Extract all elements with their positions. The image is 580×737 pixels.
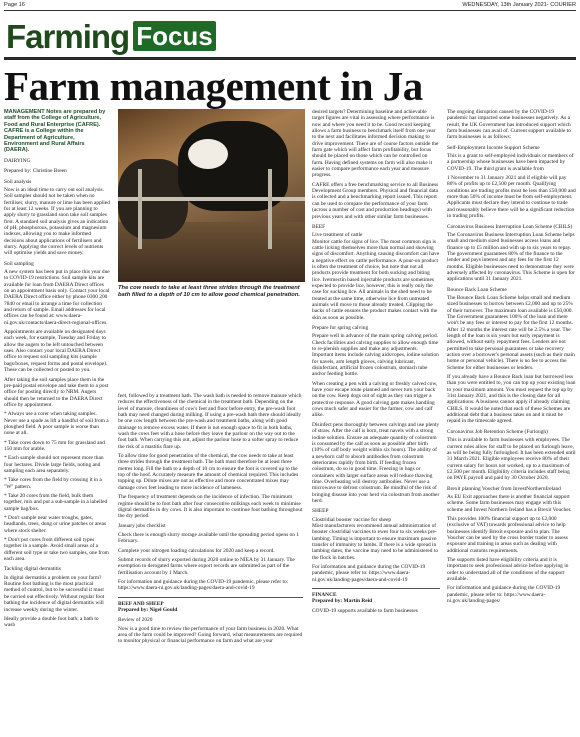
paragraph: The frequency of treatment depends on the incidence of infection. The minimum regime should be to foot bath after four consecutive milkings each week to minimise digital dermatitis in dry cows. It is also important to continue foot bathing throughout the dry period. xyxy=(118,494,303,520)
bullet-paragraph: * Take cores from the field by crossing it in a "W" pattern. xyxy=(4,477,102,490)
header-rule xyxy=(4,10,576,11)
cbils-heading: Coronavirus Business Interruption Loan Scheme (CBILS) xyxy=(447,223,573,230)
bullet-paragraph: * Take cores down to 75 mm for grassland and 150 mm for arable. xyxy=(4,439,105,452)
paragraph: For information and guidance during the COVID-19 pandemic, please refer to: https://www.daera-ni.gov.uk/landing-pages/daera-and-covid-19 xyxy=(312,564,426,583)
photo-caption: The cow needs to take at least three strides through the treatment bath filled to a depth of 10 cm to allow good chemical penetration. xyxy=(118,285,300,298)
column-3 xyxy=(312,109,440,733)
bullet-paragraph: * Always use a corer when taking samples. Never use a spade as lift a handful of soil from a ploughed field. A poor sample is worse than none at all. xyxy=(4,411,109,437)
article-separator xyxy=(118,597,303,598)
paragraph: Complete your nitrogen loading calculations for 2020 and keep a record. xyxy=(118,547,275,554)
paragraph: Most manufacturers recommend annual administration of booster clostridial vaccines to ewes four to six weeks pre-lambing. Timing is important to ensure maximum passive transfer of immunity to lambs. If there is a wide spread in lambing dates, the vaccine may need to be administered to the flock in batches. xyxy=(312,522,439,561)
checklist-heading: January jobs checklist xyxy=(118,522,166,529)
digital-dermatitis-heading: Tackling digital dermatitis xyxy=(4,566,61,573)
furlough-heading: Coronavirus Job Retention Scheme (Furlough) xyxy=(447,428,548,435)
paragraph: 1 November to 31 January 2021 and if eligible will pay 80% of profits up to £2,500 per month. Qualifying conditions are trading profits must be less than £50,000 and more than 50% of income must be from self-employment. Applicants must declare they intend to continue to trade and reasonably believe there will be a significant reduction in trading profits. xyxy=(447,175,576,220)
paragraph: Ideally provide a double foot bath; a bath to wash xyxy=(4,615,99,629)
paragraph: Check there is enough slurry storage available until the spreading period opens on 1 February. xyxy=(118,531,299,545)
brand-word-focus: Focus xyxy=(133,21,216,51)
review-heading: Review of 2020 xyxy=(118,617,153,624)
paragraph: Now is an ideal time to carry out soil analysis. Soil samples should not be taken when no fertiliser, slurry, manure or lime has been applied for at least 12 weeks. If you are planning to apply slurry to grassland soon take soil samples first. A standard soil analysis gives an indication of pH, phosphorous, potassium and magnesium indexes, allowing you to make informed decisions about applications of fertilisers and slurry. Applying the correct levels of nutrients will optimise yields and save money. xyxy=(4,186,110,257)
paragraph: CAFRE offers a free benchmarking service to all Business Development Group members. Physical and financial data is collected and a benchmarking report issued. This report can be used to compare the performance of your farm (across a number of cost and production headings) with previous years and with other similar farm businesses. xyxy=(312,181,439,220)
paragraph: Disinfect pens thoroughly between calvings and use plenty of straw. After the calf is born, treat navels with a strong iodine solution. Ensure an adequate quantity of colostrum is consumed by the calf as soon as possible after birth (10% of calf body weight within six hours). The ability of a newborn calf to absorb antibodies from colostrum deteriorates rapidly from birth. If feeding frozen colostrum, do so in good time. Freezing in bags or containers with larger surface areas will reduce thawing time. Overheating will destroy antibodies. Never use a microwave to defrost colostrum. Be mindful of the risk of bringing disease into your herd via colostrum from another herd. xyxy=(312,421,440,504)
vaccine-heading: Clostridial booster vaccine for sheep xyxy=(312,516,392,523)
soil-analysis-heading: Soil analysis xyxy=(4,178,32,185)
sheep-heading: SHEEP xyxy=(312,508,329,515)
dateline: WEDNESDAY, 13th January 2021- COURIER xyxy=(462,2,576,8)
lice-heading: Live treatment of cattle xyxy=(312,232,363,239)
intro-note: MANAGEMENT Notes are prepared by staff from the College of Agriculture, Food and Rural Enterprise (CAFRE). CAFRE is a College within the Department of Agriculture, Environment and Rural Affairs (DAERA). xyxy=(4,109,106,154)
cow-footbath-photo xyxy=(118,109,305,282)
column-2 xyxy=(118,393,303,733)
paragraph: For information and guidance during the COVID-19 pandemic, please refer to: https://www.daera-ni.gov.uk/landing-pages/ xyxy=(447,585,561,605)
bullet-paragraph: * Don't sample near water troughs, gates, headlands, trees, dung or urine patches or areas where stock shelter. xyxy=(4,515,106,534)
bounce-back-heading: Bounce Back Loan Scheme xyxy=(447,286,507,293)
paragraph: If you already have a Bounce Back loan but borrowed less than you were entitled to, you can top up your existing loan to your maximum amount. You must request the top up by 31st January 2021, and this is the closing date for all applications. A business cannot apply if already claiming CBILS. It would be noted that each of these Schemes are additional debt that a business takes on and it must be repaid in the timescale agreed. xyxy=(447,374,576,425)
paragraph: When creating a pen with a calving or freshly calved cow, have your escape route planned and never turn your back on the cow. Keep dogs out of sight as they can trigger a protective response. A good calving gate makes handling cows much safer and easier for the farmer, cow and calf alike. xyxy=(312,380,438,419)
beef-heading: BEEF xyxy=(312,223,326,230)
column-4 xyxy=(447,109,576,733)
soil-sampling-heading: Soil sampling xyxy=(4,260,34,267)
paragraph: Prepare well in advance of the main spring calving period. Check facilities and calving supplies to allow enough time to re-plenish supplies and make any adjustments. Important items include calving aids/ropes, iodine solution for navels, arm length gloves, calving lubricant, disinfectant, artificial frozen colostrum, stomach tube and/or feeding bottle. xyxy=(312,333,439,378)
article-separator xyxy=(312,588,440,589)
paragraph: After taking the soil samples place them in the pre-paid postal envelope and take them to a post office for posting directly to NRM. Augers should then be returned to the DAERA Direct office by appointment. xyxy=(4,376,109,408)
paragraph: For information and guidance during the COVID-19 pandemic, please refer to: https://www.daera-ni.gov.uk/landing-pages/daera-and-covid-19 xyxy=(118,578,289,592)
paragraph: This provides 100% financial support up to £2,000 (exclusive of VAT) towards professional advice to help businesses identify Brexit exposure and to plan. The Voucher can be used by the cross border trader to assess exposure and training in areas such as dealing with additional customs requirements. xyxy=(447,515,568,554)
section-brand xyxy=(6,18,216,54)
page-number: Page 16 xyxy=(4,2,25,8)
beef-sheep-author: Prepared by: Nigel Gould xyxy=(118,606,178,613)
bullet-paragraph: * Take 20 cores from the field, bulk them together, mix and put a sub-sample in a labelled sample bag/box. xyxy=(4,493,108,512)
paragraph: The Bounce Back Loan Scheme helps small and medium sized businesses to borrow between £2,000 and up to 25% of their turnover. The maximum loan available is £50,000. The Government guarantees 100% of the loan and there won't be any fees or interest to pay for the first 12 months. After 12 months the interest rate will be 2.5% a year. The length of the loan is six years but early repayment is allowed, without early repayment fees. Lenders are not permitted to take personal guarantees or take recovery action over a borrower's personal assets (such as their main home or personal vehicle). There is no fee to access the Scheme for either businesses or lenders. xyxy=(447,294,575,371)
finance-heading: FINANCE xyxy=(312,592,337,599)
column-1 xyxy=(4,109,110,733)
paragraph: Monitor cattle for signs of lice. The most common sign is cattle licking themselves more than normal and showing signs of discomfort. Anything causing discomfort can have a negative effect on cattle performance. A pour-on product is often the treatment of choice, but note that not all products provide treatment for both sucking and biting lice. Ivermectin based injectable products are sometimes expected to provide lice, however, this is really only the case for sucking lice. All animals in the shed need to be treated at the same time, otherwise lice from untreated animals will move to those already treated. Clipping the backs of cattle ensures the product makes contact with the skin as soon as possible. xyxy=(312,238,440,321)
paragraph: COVID-19 supports available to farm businesses xyxy=(312,607,418,614)
brexit-voucher-heading: Brexit planning Voucher from InvestNorthernIreland xyxy=(447,485,561,492)
paragraph: This is a grant to self-employed individuals or members of a partnership whose businesses have been impacted by COVID-19. The third grant is available from xyxy=(447,153,574,172)
paragraph: Submit records of slurry exported during 2020 online to NIEA by 31 January. The exemption to derogated farms where export records are submitted as part of the fertilisation account by 1 March. xyxy=(118,556,295,576)
paragraph: Appointments are available on designated days each week, for example, Tuesday and Friday to allow the augers to be left untouched between uses. Also contact your local DAERA Direct office to request soil sampling kits (sample bags/boxes, request forms and postal envelope). These can be collected or posted to you. xyxy=(4,329,108,374)
calving-heading: Prepare for spring calving xyxy=(312,325,369,331)
beef-sheep-heading: BEEF AND SHEEP xyxy=(118,600,164,607)
paragraph: Now is a good time to review the performance of your farm business in 2020. What area of the farm could be improved? Going forward, what measurements are required to monitor physical or financial performance on farm and what are your xyxy=(118,625,303,645)
paragraph: A new system has been put in place this year due to COVID-19 restrictions. Soil sample kits are available for loan from DAERA Direct offices on an appointment basis only. Contact your local DAERA Direct office either by phone 0300 200 7840 or email to arrange a time for collection and return of sample. Email addresses for local offices can be found at: www.daera-ni.gov.uk/contacts/daera-direct-regional-offices. xyxy=(4,269,110,326)
dairying-author: Prepared by: Christine Breen xyxy=(4,168,67,175)
brand-word-farming: Farming xyxy=(6,17,130,55)
dairying-heading: DAIRYING xyxy=(4,157,31,164)
paragraph: In digital dermatitis a problem on your farm? Routine foot bathing is the most practical method of control, but to be successful it must be carried out effectively. Without regular foot bathing the incidence of digital dermatitis will increase weekly during the winter. xyxy=(4,574,105,613)
paragraph: The ongoing disruption caused by the COVID-19 pandemic has impacted some businesses negatively. As a result, the UK Government has introduced support which farm businesses can avail of. Current support available to farm businesses is as follows: xyxy=(447,109,571,141)
paragraph: To allow time for good penetration of the chemical, the cow needs to take at least three strides through the treatment bath. The bath must therefore be at least three metres long. Fill the bath to a depth of 10 cm to ensure the foot is covered up to the top of the hoof. Accurately measure the amount of chemical required. This includes topping up. Dilute mixes are not as effective and more concentrated mixes may damage cows feet leading to more incidence of lameness. xyxy=(118,453,299,491)
paragraph: This is available to farm businesses with employees. The current rules allow for staff to be placed on furlough leave, as will be being fully furloughed. It has been extended until 31 March 2021. Eligible employees receive 80% of their current salary for hours not worked, up to a maximum of £2,500 per month. Eligibility criteria includes staff being on PAYE payroll and paid by 30 October 2020. xyxy=(447,437,576,482)
bullet-paragraph: * Each sample should not represent more than four hectares. Divide large fields, noting and sampling each area separately. xyxy=(4,455,104,474)
page-header xyxy=(4,0,576,10)
brand-rule xyxy=(4,57,576,60)
headline: Farm management in Ja xyxy=(4,63,423,109)
paragraph: desired targets? Determining baseline and achievable target figures are vital in assessing where performance is now and where you need it to be. Good record keeping allows a farm business to benchmark itself from one year to the next and facilitates informed decision making to drive improvement. There are of course factors outside the farm gate which will affect farm profitability, but focus should be placed on those which can be controlled on farm. Having defined systems on farm will also make it easier to compare performance each year and measure progress. xyxy=(312,109,439,179)
paragraph: feet, followed by a treatment bath. The wash bath is needed to remove manure which reduces the effectiveness of the chemical in the treatment bath. Depending on the level of manure, cleanliness of cow's feet and floor before entry, the pre-wash foot bath may need changed during milking. If using a pre-wash bath there should ideally be one cow length between the pre-wash and treatment baths, along with good drainage to remove excess water. If there is not enough space to fit in both baths, wash the cows feet with a hose before they leave the parlour on the way out to the foot bath. When carrying this out, adjust the parlour hose to a softer spray to reduce the risk of a mastitis flare up. xyxy=(118,393,302,450)
seiss-heading: Self-Employment Income Support Scheme xyxy=(447,144,540,151)
paragraph: The Coronavirus Business Interruption Loan Scheme helps small and medium sized businesses access loans and finance up to £5 million and with up to six years to repay. The government guarantees 80% of the finance to the lender and pays interest and any fees for the first 12 months. Eligible businesses need to demonstrate they were adversely affected by coronavirus. This Scheme is open for applications until 31 January 2021. xyxy=(447,231,575,283)
paragraph: As EU Exit approaches there is another financial support scheme. Some farm businesses may engage with this scheme and Invest Northern Ireland has a Brexit Voucher. xyxy=(447,493,572,513)
paragraph: The supports listed have eligibility criteria and it is important to seek professional advice before applying in order to understand all of the conditions of the support available. xyxy=(447,557,569,583)
finance-author: Prepared by: Martin Reid xyxy=(312,598,373,605)
bullet-paragraph: * Don't put cores from different soil types together in a sample. Avoid small areas of a different soil type or take two samples, one from each area. xyxy=(4,537,109,563)
